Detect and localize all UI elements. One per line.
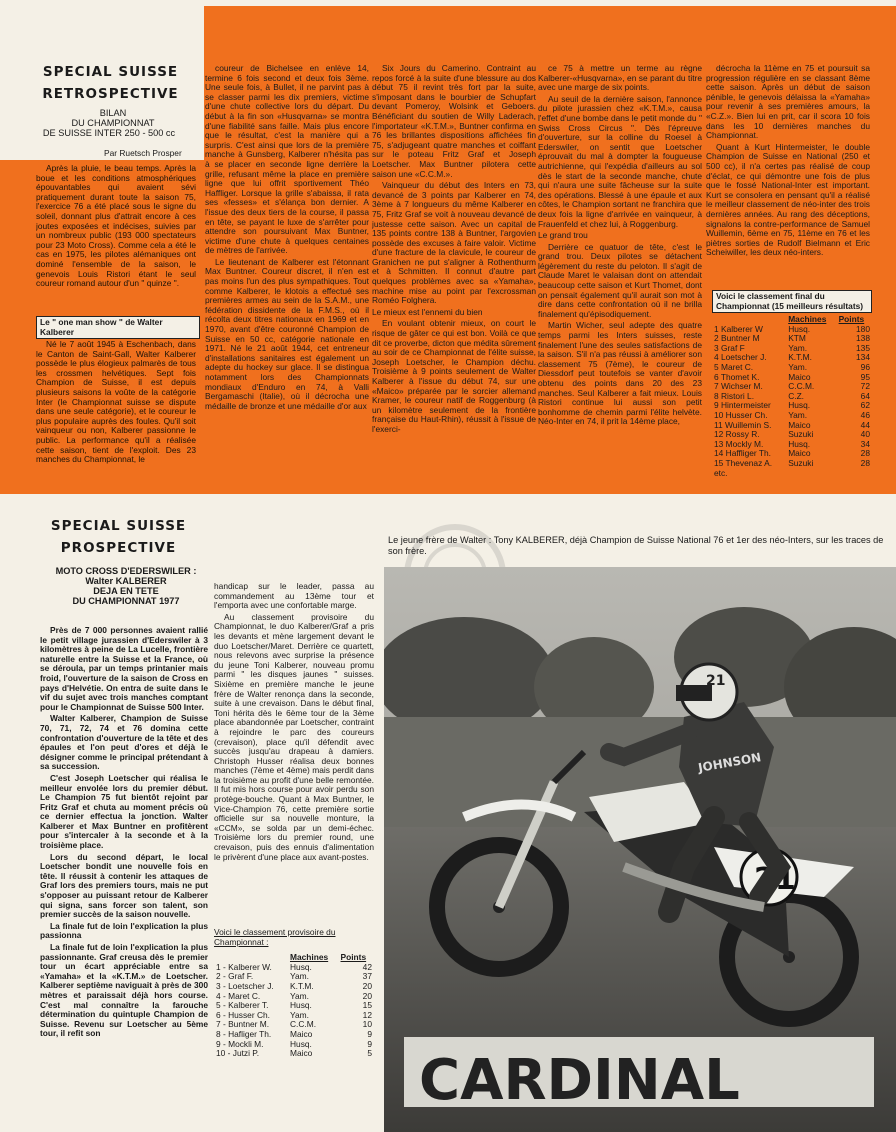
- bottom-subtitle-line3: DEJA EN TETE: [93, 586, 159, 596]
- top-column-3: [372, 64, 536, 488]
- prov-ranking-cell-points: 15: [362, 1000, 372, 1011]
- bottom-col1-paragraph-5: La finale fut de loin l'explication la plus passionna: [40, 920, 208, 941]
- final-ranking-cell-machine: Suzuki: [788, 429, 814, 440]
- final-ranking-cell-points: 34: [860, 438, 870, 449]
- final-ranking-title: Voici le classement final du Championnat (15 meilleurs résultats): [712, 290, 872, 313]
- final-ranking-cell-machine: KTM: [788, 333, 806, 344]
- top-column-4: [538, 64, 702, 488]
- prov-ranking-cell-name: 6 - Husser Ch.: [216, 1009, 270, 1020]
- final-ranking-cell-points: 44: [860, 419, 870, 430]
- final-ranking-cell-machine: Husq.: [788, 438, 811, 449]
- final-ranking-cell-points: [837, 469, 872, 479]
- top-col3-paragraph-2: Vainqueur du début des Inters en 73, devancé de 3 points par Kalberer en 74, 3ème à 7 longueurs du même Kalberer en 75, Fritz Graf se voit à nouveau devancé de justesse cette saison. Avec un capital de 135 points contre 138 à Buntner, l'argovien possède des excuses à faire valoir. Victime d'une fracture de la clavicule, le coureur de Granichen ne put s'aligner à Rothenthurm et à Schmitten. Il connut d'autre part quelques problèmes avec sa «Yamaha», machine mise au point par l'excrossman Roméo Folghera.: [372, 180, 536, 306]
- final-ranking-cell-machine: C.Z.: [788, 390, 805, 401]
- prov-ranking-cell-points: 12: [362, 1009, 372, 1020]
- bottom-subtitle-line1: MOTO CROSS D'EDERSWILER :: [55, 566, 197, 576]
- bottom-col2-paragraph-1: handicap sur le leader, passa au commandement au 13ème tour et l'emporta avec une confortable marge.: [214, 582, 374, 611]
- bottom-col1-paragraph-2: Walter Kalberer, Champion de Suisse 70, 71, 72, 74 et 76 domina cette confrontation d'ouverture de la tête et des épaules et l'on peut d'ores et déjà le désigner comme le principal prétendant à sa succession.: [40, 713, 208, 772]
- photo-jersey-text: JOHNSON: [697, 750, 763, 775]
- top-column-1: [36, 164, 196, 314]
- motocross-photo-illustration: [384, 567, 896, 1132]
- final-ranking-cell-name: 3 Graf F: [714, 342, 745, 353]
- final-ranking-cell-name: 8 Ristori L.: [714, 390, 755, 401]
- final-ranking-cell-machine: Suzuki: [788, 457, 814, 468]
- bottom-title-line2: PROSPECTIVE: [60, 540, 177, 556]
- final-ranking-table: [712, 315, 872, 478]
- final-ranking-cell-name: 5 Maret C.: [714, 361, 754, 372]
- top-column-2: [205, 64, 369, 488]
- final-ranking-row: [712, 469, 872, 479]
- final-ranking-cell-name: 4 Loetscher J.: [714, 352, 767, 363]
- top-subtitle-line1: BILAN: [99, 108, 127, 118]
- final-ranking-cell-name: 13 Mockly M.: [714, 438, 764, 449]
- final-ranking-cell-machine: Maico: [788, 448, 811, 459]
- bottom-col2-paragraph-2: Au classement provisoire du Championnat, le duo Kalberer/Graf a pris les devants et mène largement devant le duo Loetscher/Maret. Derrière ce quartett, nous relevons avec surprise la présence du jeune Toni Kalberer, nouveau promu parmi " les disques jaunes " suisses. Sixième en première manche le jeune frère de Walter renonça dans la seconde, suite à une crevaison. Dans le début final, Toni hérita dès le 6ème tour de la 3ème place abandonnée par Loetscher, contraint à rejoindre le parc des coureurs (crevaison), place qu'il défendit avec succès jusqu'au drapeau à damiers. Christoph Husser réalisa deux bonnes manches (7ème et 4ème) mais perdit dans la troisième au profit d'une belle remontée. Il fut mis hors course pour avoir perdu son protège-bouche. Quant à Max Buntner, le Vice-Champion 76, cette première sortie officielle sur sa nouvelle monture, la «CCM», se solda par un demi-échec. Troisième lors du premier round, une crevaison, puis des ennuis d'alimentation le privèrent d'une place aux avant-postes.: [214, 611, 374, 862]
- provisional-ranking-table: [214, 953, 374, 1059]
- top-col4-paragraph-4: Derrière ce quatuor de tête, c'est le grand trou. Deux pilotes se détachent légèrement du reste du peloton. Il s'agit de Claude Maret le valaisan dont on attendait beaucoup cette saison et Kurt Thomet, dont on pensait également qu'il aurait son mot à dire dans cette confrontation où il ne brilla finalement qu'épisodiquement.: [538, 241, 702, 319]
- top-col5-paragraph-1: décrocha la 11ème en 75 et poursuit sa progression régulière en se classant 8ème cette saison. Après un début de saison pénible, le genevois délaissa la «Yamaha» pour revenir à ses premières amours, la «C.Z.». Bien lui en prit, car il scora 10 fois dans les 10 dernières manches du Championnat.: [706, 64, 870, 141]
- final-ranking-cell-name: 11 Wuillemin S.: [714, 419, 772, 430]
- top-col5-paragraph-2: Quant à Kurt Hintermeister, le double Champion de Suisse en National (250 et 500 cc), il n'a certes pas réalisé de coup d'éclat, ce qui démontre une fois de plus que le fossé National-Inter est important. Kurt se consolera en pensant qu'il a réalisé le meilleur classement de néo-inter des trois dernières années. Au rang des déceptions, signalons la contre-performance de Samuel Wuillemin, 6ème en 75, 11ème en 76 et les piètres sorties de Rudolf Bielmann et Eric Scheiwiller, les deux néo-inters.: [706, 141, 870, 258]
- bottom-subtitle-line2: Walter KALBERER: [85, 576, 167, 586]
- final-ranking-cell-points: 62: [860, 400, 870, 411]
- top-title-line1: SPECIAL SUISSE: [42, 64, 179, 80]
- bottom-title-line1: SPECIAL SUISSE: [50, 518, 187, 534]
- final-ranking-cell-points: 138: [856, 333, 870, 344]
- top-col2-paragraph-2: Le lieutenant de Kalberer est l'étonnant Max Buntner. Coureur discret, il n'en est pas moins l'un des plus sympathiques. Tout comme Kalberer, le klotois a effectué ses premières armes au sein de la S.A.M., une fédération dissidente de la F.M.S., où il récolta deux titres nationaux en 1969 et en 1970, avant d'être couronné Champion de Suisse en 50 cc, catégorie nationale en 1971. Né le 21 août 1944, cet entreneur d'installations sanitaires est également un adepte du hockey sur glace. Il se distingua notamment lors des Championnats mondiaux d'Enduro en 74, à Valli Bergamaschi (Italie), où il décrocha une médaille de bronze et une médaille d'or aux: [205, 256, 369, 411]
- final-ranking-box: [712, 290, 872, 478]
- final-ranking-cell-machine: Husq.: [788, 400, 811, 411]
- final-ranking-row: [712, 459, 872, 469]
- photo-banner-text: CARDINAL: [419, 1048, 740, 1113]
- final-ranking-cell-name: 6 Thomet K.: [714, 371, 760, 382]
- final-ranking-cell-name: 7 Wichser M.: [714, 381, 763, 392]
- final-ranking-cell-machine: Husq.: [788, 323, 811, 334]
- top-subtitle-line2: DU CHAMPIONNAT: [71, 118, 155, 128]
- prov-ranking-cell-machine: Maico: [289, 1048, 313, 1059]
- provisional-ranking-box: [214, 928, 374, 1059]
- final-ranking-cell-name: 12 Rossy R.: [714, 429, 760, 440]
- final-ranking-cell-points: 64: [860, 390, 870, 401]
- final-ranking-cell-name: 1 Kalberer W: [714, 323, 763, 334]
- top-col3-subheading: Le mieux est l'ennemi du bien: [372, 306, 483, 317]
- prov-ranking-cell-machine: Husq.: [289, 961, 312, 972]
- prov-ranking-cell-machine: Yam.: [289, 1009, 309, 1020]
- prov-ranking-cell-name: 3 - Loetscher J.: [216, 980, 274, 991]
- final-ranking-cell-points: 96: [860, 361, 870, 372]
- final-ranking-cell-machine: Maico: [788, 371, 811, 382]
- prov-ranking-cell-points: 9: [367, 1038, 372, 1049]
- prov-ranking-cell-points: 20: [362, 980, 372, 991]
- photo-helmet-number: 21: [706, 673, 726, 689]
- final-ranking-cell-machine: K.T.M.: [788, 352, 812, 363]
- top-col4-paragraph-2: Au seuil de la dernière saison, l'annonce du pilote jurassien chez «K.T.M.», causa l'effet d'une bombe dans le petit monde du " Swiss Cross Circus ". Dès l'épreuve d'ouverture, sur la colline du Roesel à Ederswiler, on sentit que Loetscher éprouvait du mal à dompter la fougueuse autrichienne, qui l'expédia d'ailleurs au sol dès le start de la seconde manche, chute qui n'aura une suite fâcheuse sur la suite des opérations. Blessé à une épaule et aux côtes, le Champion sortant ne franchira que deux fois la ligne d'arrivée en vainqueur, à Frauenfeld et chez lui, à Roggenburg.: [538, 93, 702, 229]
- prov-ranking-cell-name: 9 - Mockli M.: [216, 1038, 264, 1049]
- final-ranking-cell-name: 2 Buntner M: [714, 333, 760, 344]
- man-show-box: Le " one man show " de Walter Kalberer: [36, 316, 200, 339]
- motocross-photo: [384, 567, 896, 1132]
- prov-ranking-cell-points: 9: [367, 1028, 372, 1039]
- final-ranking-cell-points: 28: [860, 448, 870, 459]
- top-column-5: [706, 64, 870, 290]
- final-ranking-cell-machine: Yam.: [788, 361, 808, 372]
- prov-ranking-cell-machine: C.C.M.: [289, 1019, 317, 1030]
- top-col1-paragraph-1: Après la pluie, le beau temps. Après la boue et les conditions atmosphériques épouvantables qui avaient sévi pratiquement durant toute la saison 75, l'exercice 76 a été placé sous le signe du soleil, donnant plus d'attrait encore à ces joutes exposées et indécises, suivies par un nombreux public (193 000 spectateurs pour 23 Moto Cross). Comme cela a été le cas en 1975, les pilotes alémaniques ont dominé l'ensemble de la saison, le genevois Louis Ristori étant le seul coureur romand autour d'un " quinze ".: [36, 164, 196, 289]
- final-header-machines: Machines: [788, 314, 827, 324]
- bottom-col1-paragraph-3: C'est Joseph Loetscher qui réalisa le meilleur envolée lors du premier début. Le Champion 75 fut bientôt rejoint par Fritz Graf et chuta au moment précis où ce dernier effectua la jonction. Walter Kalberer et Max Buntner en profitèrent pour s'intercaler à la seconde et à la troisième place.: [40, 772, 208, 851]
- final-ranking-cell-points: 180: [856, 323, 870, 334]
- top-title-line2: RETROSPECTIVE: [42, 86, 179, 102]
- prov-ranking-cell-name: 5 - Kalberer T.: [216, 1000, 269, 1011]
- prov-ranking-row: [214, 1049, 374, 1059]
- top-col1-paragraph-2: Né le 7 août 1945 à Eschenbach, dans le Canton de Saint-Gall, Walter Kalberer possède le plus élogieux palmarès de tous les crossmen helvétiques. Sept fois Champion de Suisse, il est depuis plusieurs saisons la voûte de la catégorie Inter (le Championnat suisse se dispute dans une seule catégorie), et le coureur le plus populaire auprès des foules. Qu'il soit vainqueur ou non, Kalberer passionne le public. La performance qu'il a réalisée cette saison, tient de l'exploit. Des 23 manches du Championnat, le: [36, 340, 196, 465]
- bottom-col1-paragraph-1: Près de 7 000 personnes avaient rallié le petit village jurassien d'Ederswiler à 3 kilomètres à peine de La Lucelle, frontière naturelle entre la Suisse et la France, où se déroula, par un temps printanier mais froid, l'ouverture de la saison de Cross en pays d'Helvétie. On entra de suite dans le vif du sujet avec trois manches comptant pour le Championnat de Suisse 500 Inter.: [40, 626, 208, 712]
- final-ranking-cell-machine: Maico: [788, 419, 811, 430]
- final-ranking-body: [712, 325, 872, 479]
- top-subtitle-line3: DE SUISSE INTER 250 - 500 cc: [42, 128, 176, 138]
- final-ranking-cell-points: 40: [860, 429, 870, 440]
- final-ranking-cell-points: 28: [860, 457, 870, 468]
- prov-ranking-cell-machine: Maico: [289, 1028, 313, 1039]
- prov-ranking-cell-points: 42: [362, 961, 372, 972]
- final-ranking-cell-points: 46: [860, 409, 870, 420]
- bottom-column-1: [40, 626, 208, 1126]
- bottom-subtitle-line4: DU CHAMPIONNAT 1977: [72, 596, 180, 606]
- prov-header-machines: Machines: [289, 952, 329, 963]
- prov-ranking-cell-points: 5: [367, 1048, 372, 1059]
- prov-ranking-cell-machine: K.T.M.: [289, 980, 314, 991]
- prov-ranking-cell-name: 8 - Hafliger Th.: [216, 1028, 272, 1039]
- final-ranking-cell-points: 134: [856, 352, 870, 363]
- prov-ranking-cell-points: 37: [362, 971, 372, 982]
- photo-caption: Le jeune frère de Walter : Tony KALBERER, déjà Champion de Suisse National 76 et 1er des néo-Inters, sur les traces de son frère.: [388, 535, 884, 556]
- final-ranking-cell-machine: C.C.M.: [788, 381, 815, 392]
- prov-ranking-cell-machine: Husq.: [289, 1038, 312, 1049]
- prov-ranking-cell-name: 1 - Kalberer W.: [216, 961, 272, 972]
- final-ranking-cell-name: 9 Hintermeister: [714, 400, 771, 411]
- final-ranking-cell-machine: [786, 469, 836, 479]
- prov-ranking-cell-points: 20: [362, 990, 372, 1001]
- prov-header-points: Points: [340, 952, 367, 963]
- top-col3-paragraph-1: Six Jours du Camerino. Contraint au repos forcé à la suite d'une blessure au dos début 75 il revint très fort par la suite, s'imposant dans le bourbier de Schupfart devant Pomeroy, Wolsink et Geboers. Bénéficiant du soutien de Willy Laderach, l'importateur «K.T.M.», Buntner confirma en 76 les brillantes dispositions affichées fin 75, s'adjugeant quatre manches et coiffant sur le poteau Fritz Graf et Joseph Loetscher. Max Buntner pilotera cette saison une «C.C.M.».: [372, 64, 536, 179]
- prov-ranking-cell-points: 10: [362, 1019, 372, 1030]
- provisional-ranking-body: [214, 963, 374, 1059]
- prov-ranking-cell-machine: Yam.: [289, 990, 309, 1001]
- top-col4-paragraph-5: Martin Wicher, seul adepte des quatre temps parmi les Inters suisses, reste finalement l'une des seules satisfactions de la saison. S'il n'a pas réussi à améliorer son classement 75 (7ème), le coureur de Diessdorf peut toutefois se vanter d'avoir obtenu des points dans 20 des 23 manches. Seul Kalberer a fait mieux. Louis Ristori continue lui aussi son petit bonhomme de chemin parmi l'élite helvète. Néo-Inter en 74, il prit la 14ème place,: [538, 320, 702, 427]
- bottom-column-2: [214, 582, 374, 922]
- final-ranking-cell-points: 95: [860, 371, 870, 382]
- final-ranking-cell-machine: Yam.: [788, 342, 808, 353]
- top-col4-subheading: Le grand trou: [538, 230, 588, 241]
- prov-ranking-cell-name: 10 - Jutzi P.: [216, 1048, 260, 1059]
- provisional-ranking-title: Voici le classement provisoire du Championnat :: [214, 927, 336, 947]
- final-ranking-cell-name: 10 Husser Ch.: [714, 409, 768, 420]
- final-ranking-cell-name: 15 Thevenaz A.: [714, 457, 773, 468]
- author-byline: Par Ruetsch Prosper: [104, 148, 182, 158]
- bottom-col1-paragraph-4: Lors du second départ, le local Loetscher bondit une nouvelle fois en tête. Il réussit à contenir les attaques de Graf lors des premiers tours, mais ne put s'opposer au puissant retour de Kalberer qui signa, sans forcer son talent, son premier succès de la saison nouvelle.: [40, 851, 208, 920]
- top-column-1b: [36, 340, 196, 490]
- prov-ranking-cell-machine: Yam.: [289, 971, 309, 982]
- prov-ranking-cell-name: 4 - Maret C.: [216, 990, 261, 1001]
- top-col2-paragraph-1: coureur de Bichelsee en enlève 14, termine 6 fois second et deux fois 3ème. Une seule fois, à Bullet, il ne parvint pas à se classer parmi les dix premiers, victime d'une chute collective lors du départ. Du début à la fin son «Husqvarna» se montra d'une fiabilité sans faille. Mais plus encore que le résultat, c'est la manière qui a surpris. C'est ainsi que lors de la première manche à Gunsberg, Kalberer n'hésita pas à se placer en seconde ligne derrière la grille, refusant même la place en première ligne que lui offrit sportivement Théo Haffliger. Lorsque la grille s'abaissa, il rata ses «fesses» et s'élança bon dernier. A l'issue des deux tiers de la course, il passa en tête, se payant le luxe de s'arrêter pour attendre son poursuivant Max Buntner, victime d'une chute à quelques centaines de mètres de l'arrivée.: [205, 64, 369, 256]
- final-ranking-cell-points: 135: [856, 342, 870, 353]
- top-col3-paragraph-4: En voulant obtenir mieux, on court le risque de gâter ce qui est bon. Voilà ce que dit ce proverbe, dicton que médita sûrement au soir de ce Championnat de l'élite suisse, Joseph Loetscher, le Champion déchu. Troisième à 9 points seulement de Walter Kalberer à l'issue du début 74, sur une «Maico» préparée par le sorcier allemand Kramer, le coureur natif de Roggenburg (à un kilomètre seulement de la frontière française du Haut-Rhin), réussit à l'issue de l'exerci-: [372, 318, 536, 434]
- top-col4-paragraph-1: ce 75 à mettre un terme au règne Kalberer-«Husqvarna», en se parant du titre avec une marge de six points.: [538, 64, 702, 93]
- prov-ranking-cell-name: 7 - Buntner M.: [216, 1019, 270, 1030]
- final-ranking-cell-points: 72: [860, 381, 870, 392]
- bottom-col1-paragraph-6: La finale fut de loin l'explication la plus passionnante. Graf creusa dès le premier tour un écart appréciable entre sa «Yamaha» et la «K.T.M.» de Loetscher. Kalberer septième naviguait à près de 300 mètres et paraissait déjà hors course. C'est mal connaître la farouche détermination du quintuple Champion de Suisse. Revenu sur Loetscher au 5ème tour, il refit son: [40, 942, 208, 1039]
- final-ranking-cell-name: 14 Haffliger Th.: [714, 448, 771, 459]
- final-ranking-cell-machine: Yam.: [788, 409, 808, 420]
- final-header-points: Points: [838, 314, 865, 324]
- photo-bike-number: 21: [754, 862, 796, 897]
- prov-ranking-cell-machine: Husq.: [289, 1000, 312, 1011]
- final-ranking-cell-name: etc.: [714, 467, 728, 478]
- prov-ranking-cell-name: 2 - Graf F.: [216, 971, 254, 982]
